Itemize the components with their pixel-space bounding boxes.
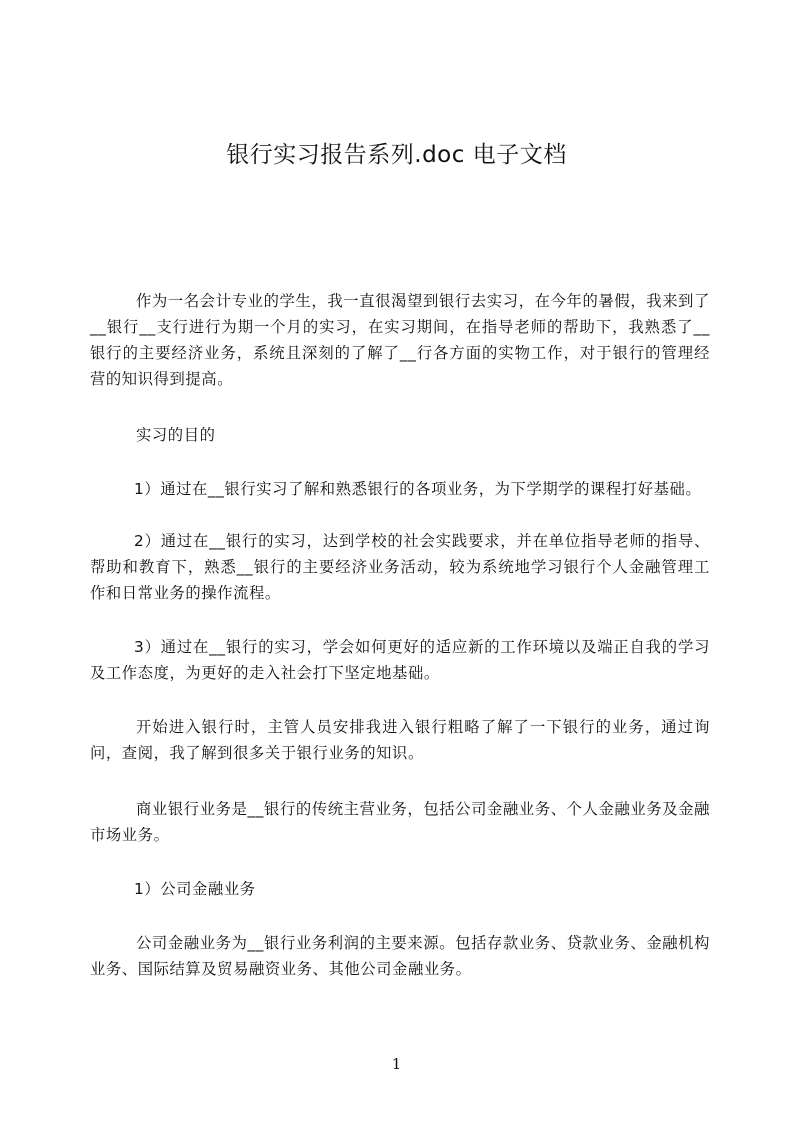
page-number: 1: [391, 1055, 402, 1073]
heading-purpose: 实习的目的: [136, 426, 216, 444]
heading-corporate: 1）公司金融业务: [134, 880, 256, 898]
paragraph-commercial: 商业银行业务是__银行的传统主营业务，包括公司金融业务、个人金融业务及金融市场业务。: [90, 800, 710, 844]
paragraph-intro: 作为一名会计专业的学生，我一直很渴望到银行去实习，在今年的暑假，我来到了__银行__支行进行为期一个月的实习，在实习期间，在指导老师的帮助下，我熟悉了__银行的主要经济业务，系统且深刻的了解了__行各方面的实物工作，对于银行的管理经营的知识得到提高。: [90, 292, 710, 388]
paragraph-purpose-3: 3）通过在__银行的实习，学会如何更好的适应新的工作环境以及端正自我的学习及工作态度，为更好的走入社会打下坚定地基础。: [90, 638, 710, 682]
document-title: 银行实习报告系列.doc 电子文档: [226, 142, 567, 168]
paragraph-start: 开始进入银行时，主管人员安排我进入银行粗略了解了一下银行的业务，通过询问，查阅，我了解到很多关于银行业务的知识。: [90, 718, 710, 762]
paragraph-purpose-2: 2）通过在__银行的实习，达到学校的社会实践要求，并在单位指导老师的指导、帮助和教育下，熟悉__银行的主要经济业务活动，较为系统地学习银行个人金融管理工作和日常业务的操作流程。: [90, 532, 710, 602]
paragraph-purpose-1: 1）通过在__银行实习了解和熟悉银行的各项业务，为下学期学的课程打好基础。: [134, 480, 702, 498]
paragraph-corporate: 公司金融业务为__银行业务利润的主要来源。包括存款业务、贷款业务、金融机构业务、国际结算及贸易融资业务、其他公司金融业务。: [90, 934, 710, 978]
